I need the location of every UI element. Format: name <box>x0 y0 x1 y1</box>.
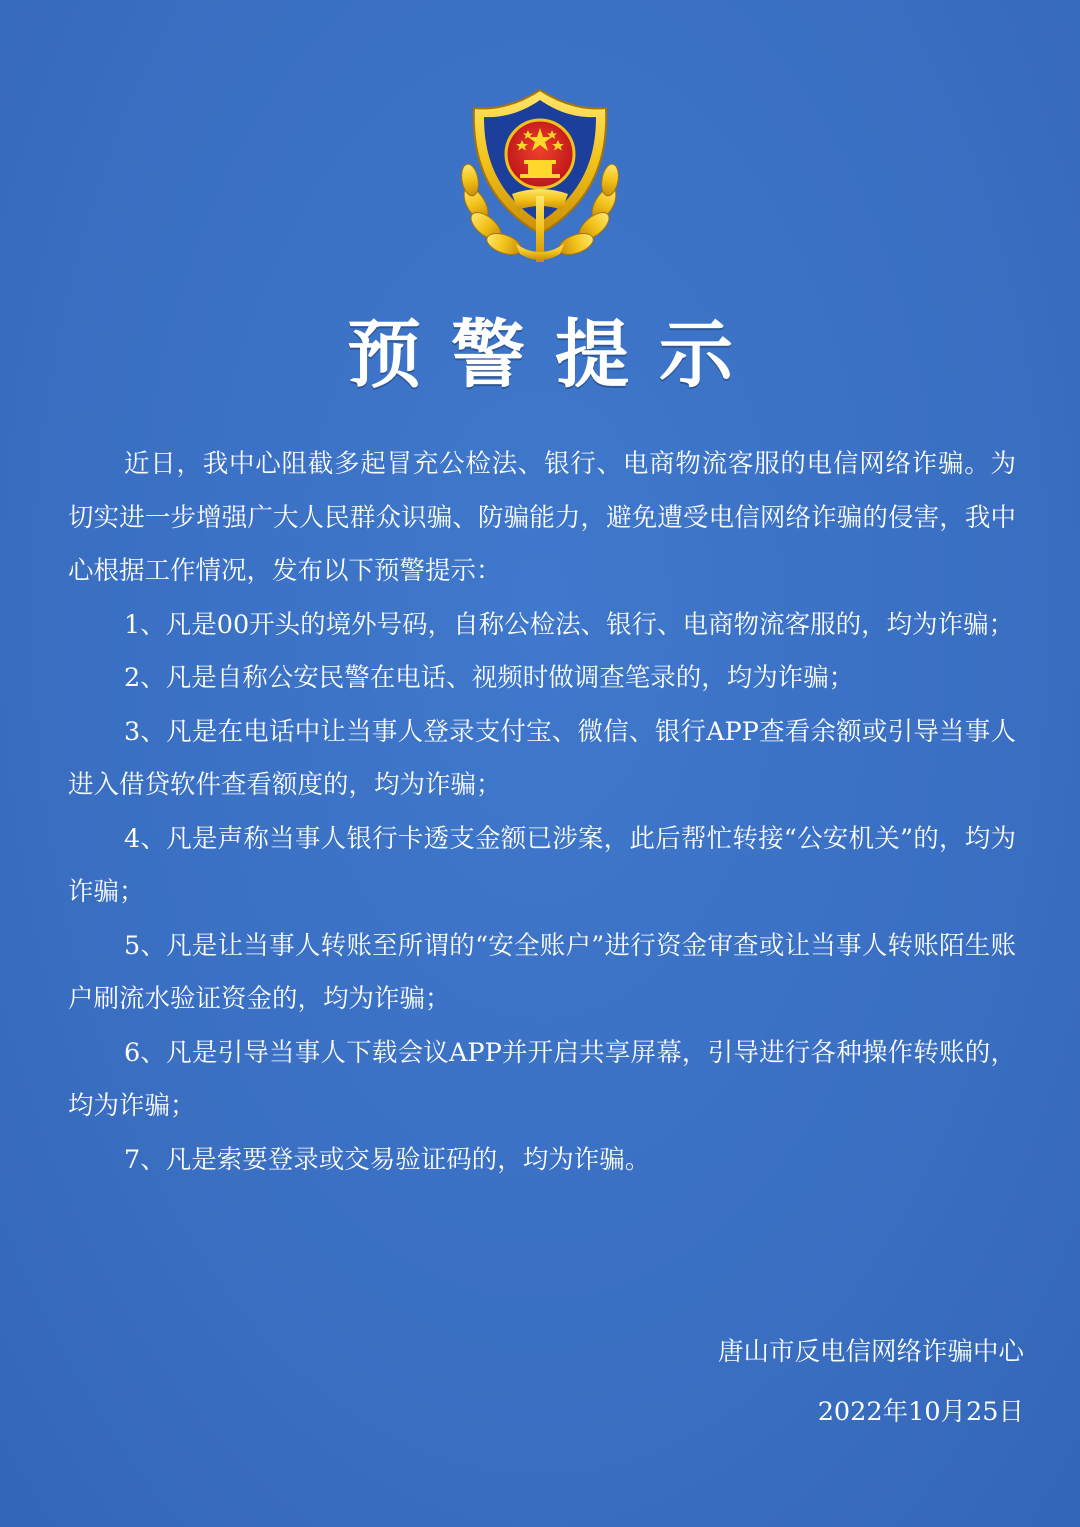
warning-item-6: 6、凡是引导当事人下载会议APP并开启共享屏幕，引导进行各种操作转账的，均为诈骗； <box>68 1037 1016 1121</box>
warning-item-4: 4、凡是声称当事人银行卡透支金额已涉案，此后帮忙转接“公安机关”的，均为诈骗； <box>68 823 1016 907</box>
police-emblem-icon <box>456 84 624 268</box>
warning-item-3: 3、凡是在电话中让当事人登录支付宝、微信、银行APP查看余额或引导当事人进入借贷软件查看额度的，均为诈骗； <box>68 716 1016 800</box>
intro-paragraph: 近日，我中心阻截多起冒充公检法、银行、电商物流客服的电信网络诈骗。为切实进一步增强广大人民群众识骗、防骗能力，避免遭受电信网络诈骗的侵害，我中心根据工作情况，发布以下预警提示： <box>68 449 1016 586</box>
issue-date: 2022年10月25日 <box>817 1397 1024 1427</box>
notice-title: 预警提示 <box>347 312 763 398</box>
warning-item-7: 7、凡是索要登录或交易验证码的，均为诈骗。 <box>124 1144 651 1175</box>
issuer-name: 唐山市反电信网络诈骗中心 <box>717 1337 1024 1367</box>
signature-block <box>718 1322 1024 1442</box>
warning-item-1: 1、凡是00开头的境外号码，自称公检法、银行、电商物流客服的，均为诈骗； <box>124 609 1015 640</box>
notice-body <box>68 438 1016 1187</box>
warning-item-5: 5、凡是让当事人转账至所谓的“安全账户”进行资金审查或让当事人转账陌生账户刷流水验证资金的，均为诈骗； <box>68 930 1016 1014</box>
warning-item-2: 2、凡是自称公安民警在电话、视频时做调查笔录的，均为诈骗； <box>124 663 855 693</box>
